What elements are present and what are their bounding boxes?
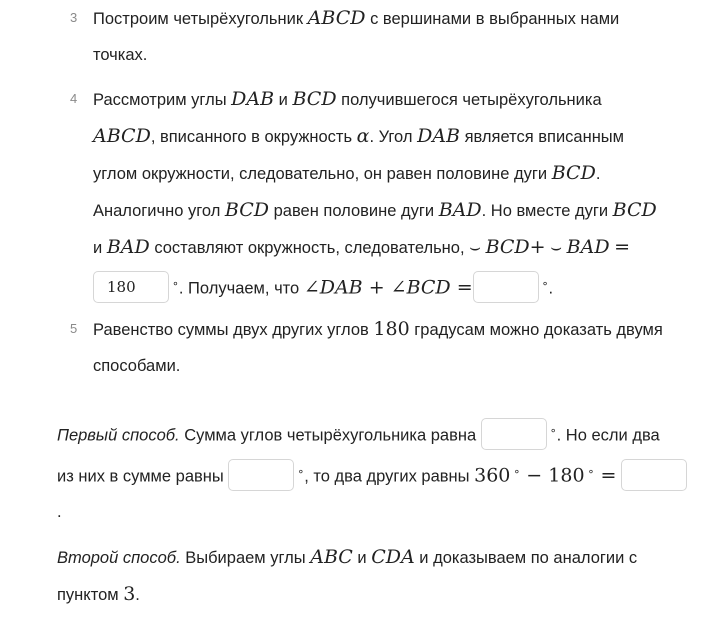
step-number: 3 bbox=[70, 10, 78, 25]
degree-sign: ∘ bbox=[541, 278, 549, 290]
math: ABCD bbox=[307, 7, 366, 29]
step-number: 4 bbox=[70, 91, 78, 106]
arc-symbol: ⌣ bbox=[469, 237, 481, 258]
degree-sign: ∘ bbox=[172, 278, 179, 290]
step-4: 4 Рассмотрим углы DAB и BCD получившегося четырёхугольника ABCD, вписанного в окружность α. Угол DAB является вписанным углом окружности, следовательно, он равен половине дуги BCD. Аналогично угол BCD равен половине дуги BAD. Но вместе дуги BCD и BAD составляют окружность, следовательно, ⌣ BCD+ ⌣ BAD = 180 ∘. Получаем, что ∠DAB + ∠BCD = ∘. bbox=[0, 81, 657, 307]
method-label: Второй способ. bbox=[57, 549, 181, 567]
step-number: 5 bbox=[70, 321, 78, 336]
answer-input[interactable] bbox=[621, 459, 687, 491]
first-method: Первый способ. Сумма углов четырёхугольника равна ∘. Но если два из них в сумме равны ∘, то два других равны 360 ∘ − 180 ∘ = . bbox=[57, 413, 687, 530]
answer-input[interactable] bbox=[473, 271, 539, 303]
answer-input[interactable] bbox=[481, 418, 547, 450]
answer-input[interactable] bbox=[228, 459, 294, 491]
step-5: 5 Равенство суммы двух других углов 180 градусам можно доказать двумя способами. bbox=[0, 311, 663, 384]
method-label: Первый способ. bbox=[57, 426, 180, 445]
step-3: 3 Построим четырёхугольник ABCD с вершинами в выбранных нами точках. bbox=[0, 0, 619, 73]
second-method: Второй способ. Выбираем углы ABC и CDA и доказываем по аналогии с пунктом 3. bbox=[57, 546, 638, 605]
answer-input-filled[interactable]: 180 bbox=[93, 271, 169, 303]
arc-symbol: ⌣ bbox=[550, 237, 563, 258]
